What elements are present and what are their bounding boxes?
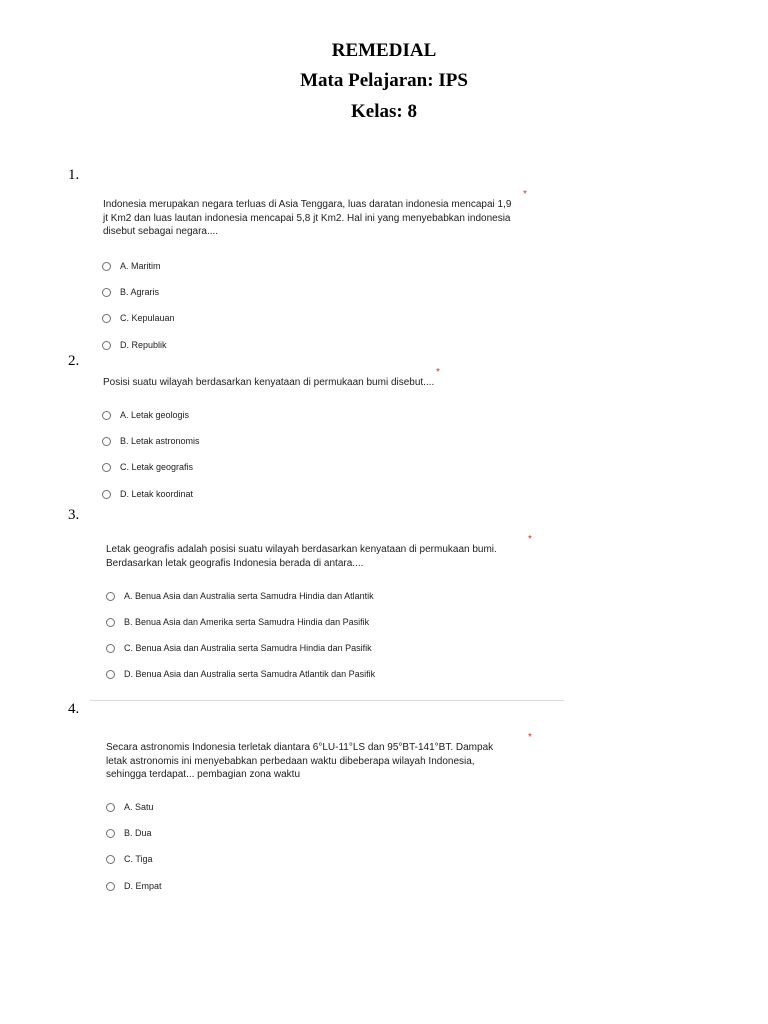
option-radio[interactable] (102, 487, 193, 501)
radio-circle-icon[interactable] (106, 855, 115, 864)
option-radio[interactable] (106, 615, 369, 629)
option-label: A. Satu (124, 802, 154, 812)
option-label: D. Benua Asia dan Australia serta Samudra Atlantik dan Pasifik (124, 669, 376, 679)
option-radio[interactable] (106, 589, 374, 603)
radio-circle-icon[interactable] (106, 803, 115, 812)
option-radio[interactable] (106, 852, 153, 866)
required-asterisk: * (528, 732, 532, 743)
radio-circle-icon[interactable] (106, 882, 115, 891)
option-label: C. Letak geografis (120, 462, 194, 472)
question-text: Letak geografis adalah posisi suatu wilayah berdasarkan kenyataan di permukaan bumi. Berdasarkan letak geografis Indonesia berada di antara.... (106, 544, 497, 569)
option-label: A. Letak geologis (120, 410, 190, 420)
option-radio[interactable] (102, 259, 161, 273)
question-number: 3. (68, 507, 80, 523)
radio-circle-icon[interactable] (106, 670, 115, 679)
question-number: 2. (68, 353, 80, 369)
question-number: 1. (68, 167, 80, 183)
option-radio[interactable] (102, 434, 200, 448)
radio-circle-icon[interactable] (102, 411, 111, 420)
option-label: B. Letak astronomis (120, 436, 200, 446)
document-title: REMEDIAL (331, 40, 437, 61)
option-label: A. Maritim (120, 261, 161, 271)
option-label: C. Kepulauan (120, 313, 175, 323)
option-label: B. Agraris (120, 287, 160, 297)
option-radio[interactable] (106, 641, 372, 655)
question-number: 4. (68, 701, 80, 717)
radio-circle-icon[interactable] (102, 262, 111, 271)
radio-circle-icon[interactable] (106, 592, 115, 601)
radio-circle-icon[interactable] (102, 490, 111, 499)
option-radio[interactable] (106, 879, 162, 893)
option-radio[interactable] (106, 800, 154, 814)
option-label: B. Benua Asia dan Amerika serta Samudra Hindia dan Pasifik (124, 617, 370, 627)
required-asterisk: * (523, 189, 527, 200)
option-label: D. Letak koordinat (120, 489, 194, 499)
option-radio[interactable] (106, 826, 152, 840)
option-label: C. Benua Asia dan Australia serta Samudra Hindia dan Pasifik (124, 643, 372, 653)
option-radio[interactable] (106, 667, 375, 681)
radio-circle-icon[interactable] (106, 644, 115, 653)
option-radio[interactable] (102, 460, 193, 474)
question-text: Secara astronomis Indonesia terletak diantara 6°LU-11°LS dan 95°BT-141°BT. Dampak letak astronomis ini menyebabkan perbedaan waktu dibeberapa wilayah Indonesia, sehingga terdapat... pembagian zona waktu (106, 742, 494, 780)
option-radio[interactable] (102, 408, 189, 422)
section-divider (90, 700, 564, 701)
option-label: D. Republik (120, 340, 167, 350)
subject-line: Mata Pelajaran: IPS (300, 70, 468, 91)
question-text: Posisi suatu wilayah berdasarkan kenyataan di permukaan bumi disebut.... (103, 377, 435, 388)
radio-circle-icon[interactable] (102, 437, 111, 446)
radio-circle-icon[interactable] (102, 288, 111, 297)
class-line: Kelas: 8 (351, 101, 417, 122)
required-asterisk: * (436, 367, 440, 378)
radio-circle-icon[interactable] (102, 463, 111, 472)
option-radio[interactable] (102, 311, 175, 325)
option-label: C. Tiga (124, 854, 153, 864)
radio-circle-icon[interactable] (102, 314, 111, 323)
option-label: A. Benua Asia dan Australia serta Samudra Hindia dan Atlantik (124, 591, 374, 601)
required-asterisk: * (528, 534, 532, 545)
option-label: B. Dua (124, 828, 152, 838)
radio-circle-icon[interactable] (106, 618, 115, 627)
question-text: Indonesia merupakan negara terluas di Asia Tenggara, luas daratan indonesia mencapai 1,9 jt Km2 dan luas lautan indonesia mencapai 5,8 jt Km2. Hal ini yang menyebabkan indonesia disebut sebagai negara.... (103, 199, 512, 237)
radio-circle-icon[interactable] (102, 341, 111, 350)
radio-circle-icon[interactable] (106, 829, 115, 838)
option-label: D. Empat (124, 881, 162, 891)
option-radio[interactable] (102, 285, 159, 299)
option-radio[interactable] (102, 338, 167, 352)
